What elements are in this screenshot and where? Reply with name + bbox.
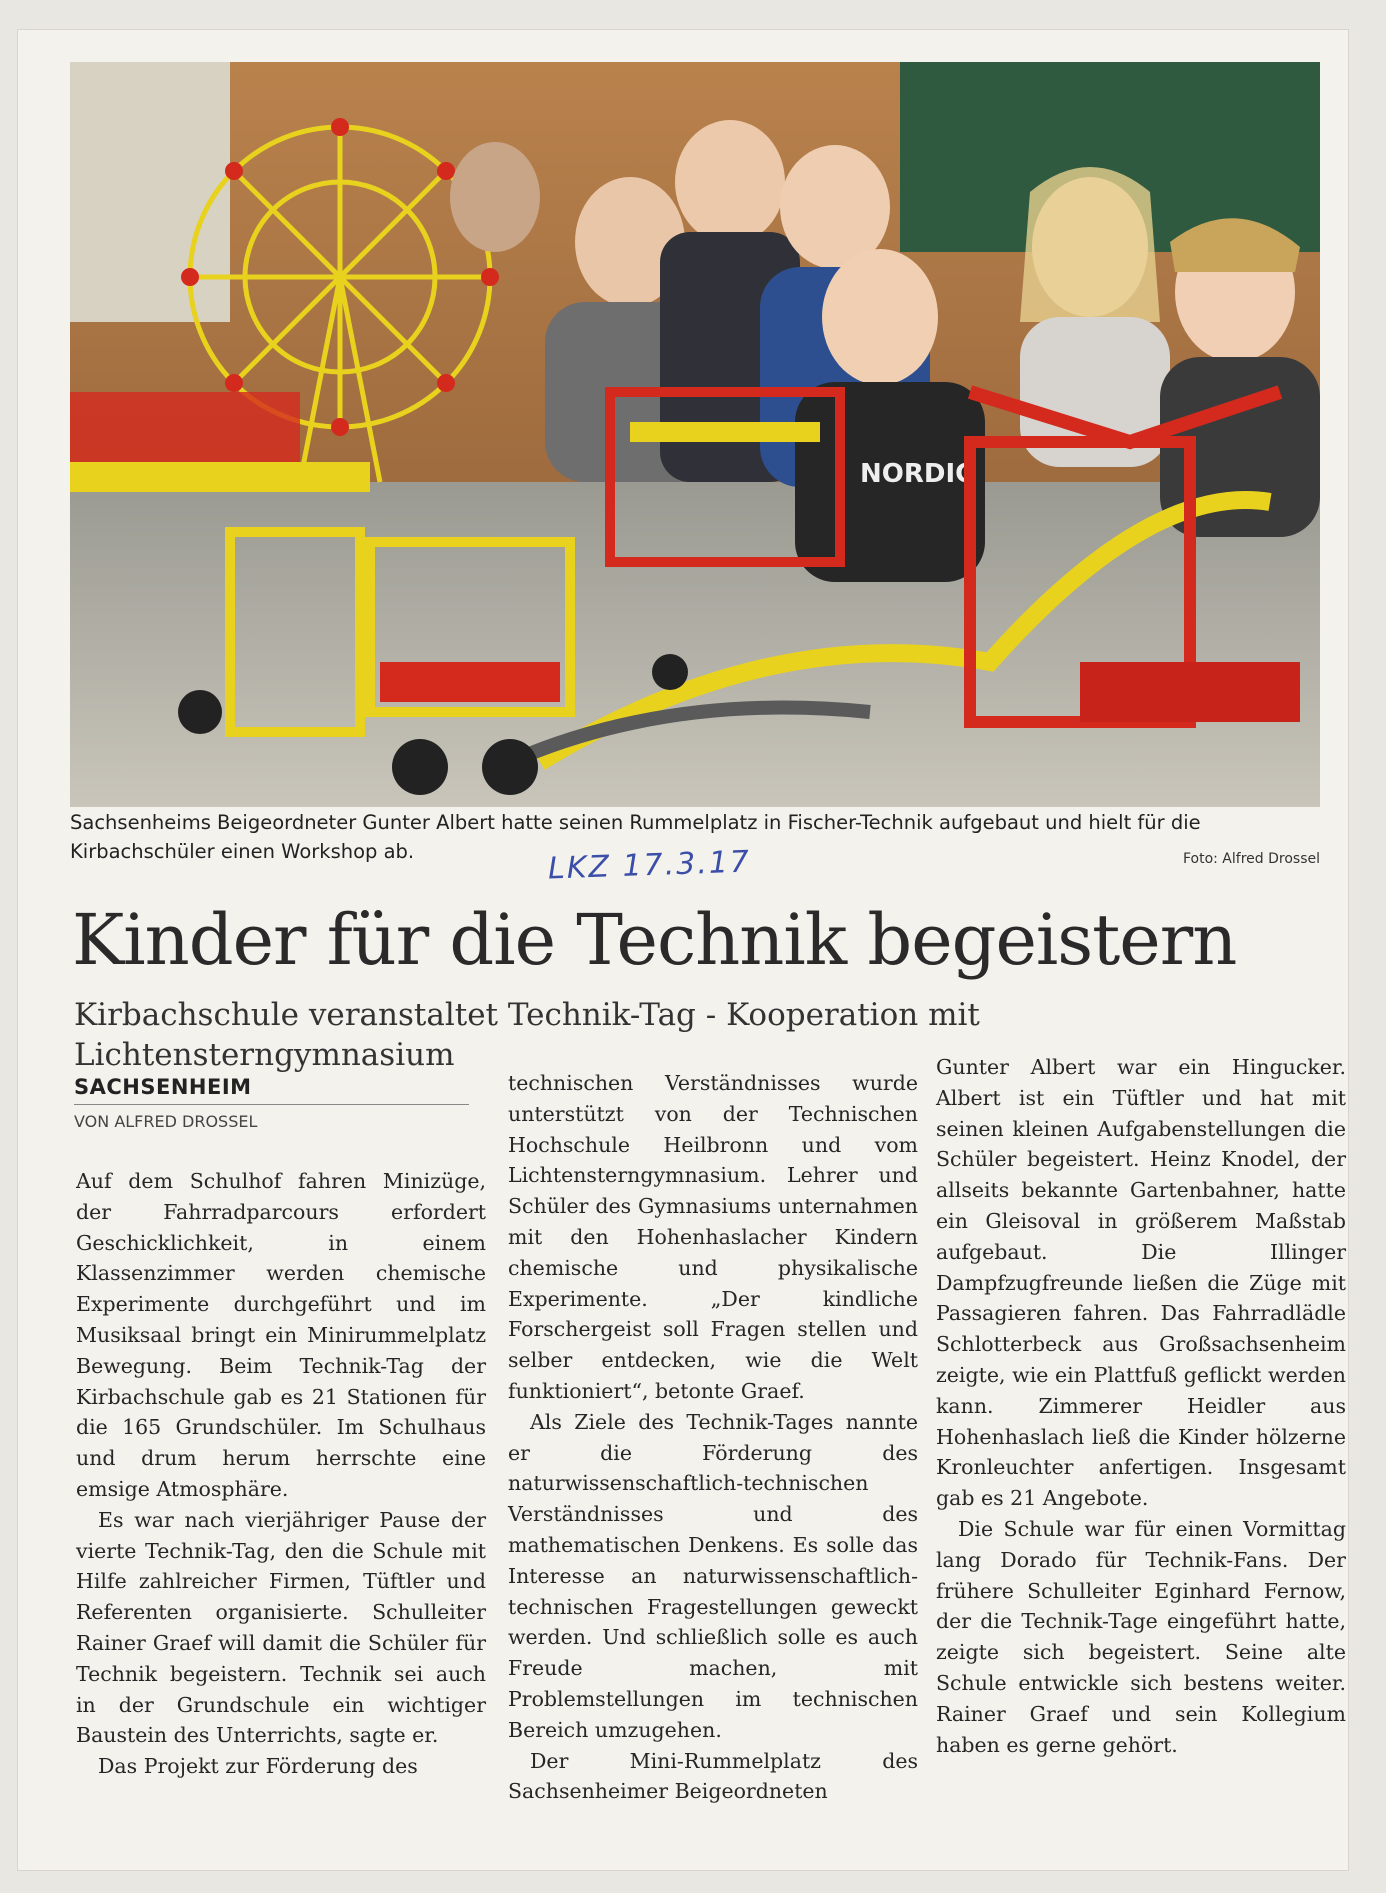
article-photo — [70, 62, 1320, 807]
article-subheadline: Kirbachschule veranstaltet Technik-Tag - Kooperation mit Lichtensterngymnasium — [74, 997, 980, 1073]
handwritten-date-note: LKZ 17.3.17 — [547, 844, 752, 887]
article-column-2 — [508, 1068, 918, 1807]
paragraph: Als Ziele des Technik-Tages nannte er die Förderung des naturwissenschaftlich-technischen Verständnisses und des mathematischen Denkens. Es solle das Interesse an naturwissenschaftlich-technischen Fragestellungen geweckt werden. Und schließlich solle es auch Freude machen, mit Problemstellungen im technischen Bereich umzugehen. — [508, 1409, 918, 1742]
paragraph: Gunter Albert war ein Hingucker. Albert ist ein Tüftler und hat mit seinen kleinen Aufgabenstellungen die Schüler begeistert. Heinz Knodel, der allseits bekannte Gartenbahner, hatte ein Gleisoval in größerem Maßstab aufgebaut. Die Illinger Dampfzugfreunde ließen die Züge mit Passagieren fahren. Das Fahrradlädle Schlotterbeck aus Großsachsenheim zeigte, wie ein Plattfuß geflickt werden kann. Zimmerer Heidler aus Hohenhaslach ließ die Kinder hölzerne Kronleuchter anfertigen. Insgesamt gab es 21 Angebote. — [936, 1055, 1346, 1511]
article-column-3 — [936, 1052, 1346, 1760]
byline-author: VON ALFRED DROSSEL — [74, 1112, 258, 1131]
paragraph: Es war nach vierjähriger Pause der vierte Technik-Tag, den die Schule mit Hilfe zahlreicher Firmen, Tüftler und Referenten organisierte. Schulleiter Rainer Graef will damit die Schüler für Technik begeistern. Technik sei auch in der Grundschule ein wichtiger Baustein des Unterrichts, sagte er. — [76, 1507, 486, 1748]
photo-children-fischertechnik-fair-icon — [70, 62, 1320, 807]
paragraph: Auf dem Schulhof fahren Minizüge, der Fahrradparcours erfordert Geschicklichkeit, in einem Klassenzimmer werden chemische Experimente durchgeführt und im Musiksaal bringt ein Minirummelplatz Bewegung. Beim Technik-Tag der Kirbachschule gab es 21 Stationen für die 165 Grundschüler. Im Schulhaus und drum herum herrschte eine emsige Atmosphäre. — [76, 1169, 486, 1501]
dateline-place: SACHSENHEIM — [74, 1075, 469, 1105]
caption-text: Sachsenheims Beigeordneter Gunter Albert hatte seinen Rummelplatz in Fischer-Technik aufgebaut und hielt für die Kirbachschüler einen Workshop ab. — [70, 811, 1201, 863]
dateline — [74, 1075, 469, 1131]
paragraph: technischen Verständnisses wurde unterstützt von der Technischen Hochschule Heilbronn und vom Lichtensterngymnasium. Lehrer und Schüler des Gymnasiums unternahmen mit den Hohenhaslacher Kindern chemische und physikalische Experimente. „Der kindliche Forschergeist soll Fragen stellen und selber entdecken, wie die Welt funktioniert“, betonte Graef. — [508, 1071, 918, 1403]
svg-text:NORDIC: NORDIC — [860, 459, 975, 489]
photo-credit: Foto: Alfred Drossel — [1182, 851, 1320, 867]
article-headline: Kinder für die Technik begeistern — [72, 899, 1237, 981]
paragraph: Der Mini-Rummelplatz des Sachsenheimer Beigeordneten — [508, 1748, 918, 1804]
paragraph: Die Schule war für einen Vormittag lang Dorado für Technik-Fans. Der frühere Schulleiter Eginhard Fernow, der die Technik-Tage eingeführt hatte, zeigte sich begeistert. Seine alte Schule entwickle sich bestens weiter. Rainer Graef und sein Kollegium haben es gerne gehört. — [936, 1516, 1346, 1757]
article-column-1 — [76, 1166, 486, 1782]
paragraph: Das Projekt zur Förderung des — [98, 1754, 418, 1779]
